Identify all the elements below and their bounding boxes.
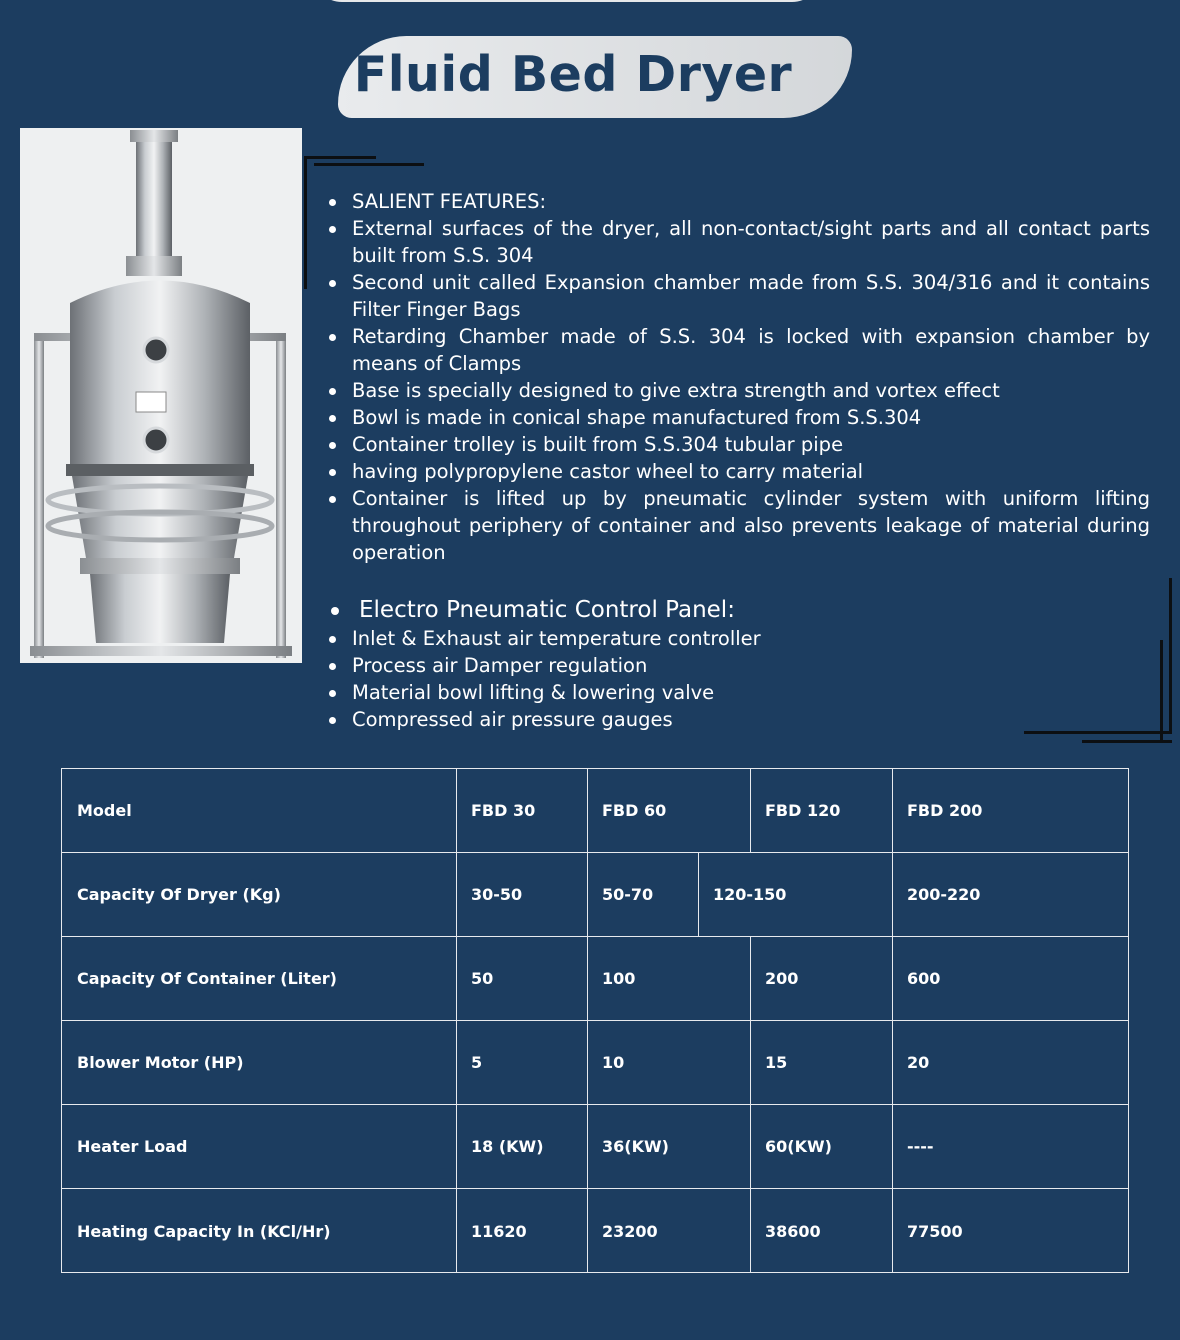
table-cell: 77500 (892, 1189, 1130, 1273)
table-header-cell: FBD 200 (892, 769, 1130, 852)
feature-item: SALIENT FEATURES: (326, 188, 1150, 215)
feature-item: Base is specially designed to give extra strength and vortex effect (326, 377, 1150, 404)
title-banner (338, 36, 852, 118)
table-cell: 50 (456, 937, 587, 1020)
table-cell: 18 (KW) (456, 1105, 587, 1188)
table-header-cell: FBD 60 (587, 769, 750, 852)
top-tab-decoration (312, 0, 822, 2)
feature-item: having polypropylene castor wheel to carry material (326, 458, 1150, 485)
table-header-cell: FBD 120 (750, 769, 892, 852)
feature-item: Retarding Chamber made of S.S. 304 is locked with expansion chamber by means of Clamps (326, 323, 1150, 377)
table-row (62, 1105, 1128, 1189)
feature-item: External surfaces of the dryer, all non-contact/sight parts and all contact parts built from S.S. 304 (326, 215, 1150, 269)
table-header-row (62, 769, 1128, 853)
control-panel-item: Material bowl lifting & lowering valve (326, 679, 1150, 706)
table-cell: 38600 (750, 1189, 892, 1273)
table-cell: 200 (750, 937, 892, 1020)
specification-table (61, 768, 1129, 1273)
table-cell: Heater Load (77, 1137, 188, 1156)
salient-features-list (326, 188, 1150, 566)
table-cell: 600 (892, 937, 1130, 1020)
feature-item: Bowl is made in conical shape manufactured from S.S.304 (326, 404, 1150, 431)
feature-item: Container trolley is built from S.S.304 tubular pipe (326, 431, 1150, 458)
table-header-cell: Model (77, 801, 132, 820)
table-row (62, 1189, 1128, 1273)
corner-bracket-bottom-right-bar (1160, 640, 1163, 740)
table-cell: 120-150 (698, 853, 892, 936)
table-cell: 36(KW) (587, 1105, 750, 1188)
control-panel-list (326, 625, 1150, 733)
table-cell: 11620 (456, 1189, 587, 1273)
table-cell: 5 (456, 1021, 587, 1104)
table-row (62, 1021, 1128, 1105)
table-cell: 10 (587, 1021, 750, 1104)
table-cell: Capacity Of Container (Liter) (77, 969, 337, 988)
table-cell: ---- (892, 1105, 1130, 1188)
table-cell: 30-50 (456, 853, 587, 936)
fluid-bed-dryer-image (20, 128, 302, 663)
table-cell: Heating Capacity In (KCl/Hr) (77, 1221, 331, 1241)
control-panel-heading: Electro Pneumatic Control Panel: (326, 596, 735, 624)
table-row (62, 853, 1128, 937)
control-panel-item: Inlet & Exhaust air temperature controller (326, 625, 1150, 652)
control-panel-item: Compressed air pressure gauges (326, 706, 1150, 733)
table-cell: Blower Motor (HP) (77, 1053, 244, 1072)
table-cell: 23200 (587, 1189, 750, 1273)
table-row (62, 937, 1128, 1021)
table-cell: 50-70 (587, 853, 698, 936)
page-title: Fluid Bed Dryer (353, 46, 793, 103)
table-cell: 20 (892, 1021, 1130, 1104)
table-cell: 100 (587, 937, 750, 1020)
table-cell: Capacity Of Dryer (Kg) (77, 885, 281, 904)
table-cell: 15 (750, 1021, 892, 1104)
feature-item: Container is lifted up by pneumatic cylinder system with uniform lifting throughout periphery of container and also prevents leakage of material during operation (326, 485, 1150, 566)
table-header-cell: FBD 30 (456, 769, 587, 852)
control-panel-item: Process air Damper regulation (326, 652, 1150, 679)
table-cell: 200-220 (892, 853, 1130, 936)
feature-item: Second unit called Expansion chamber made from S.S. 304/316 and it contains Filter Finger Bags (326, 269, 1150, 323)
table-cell: 60(KW) (750, 1105, 892, 1188)
